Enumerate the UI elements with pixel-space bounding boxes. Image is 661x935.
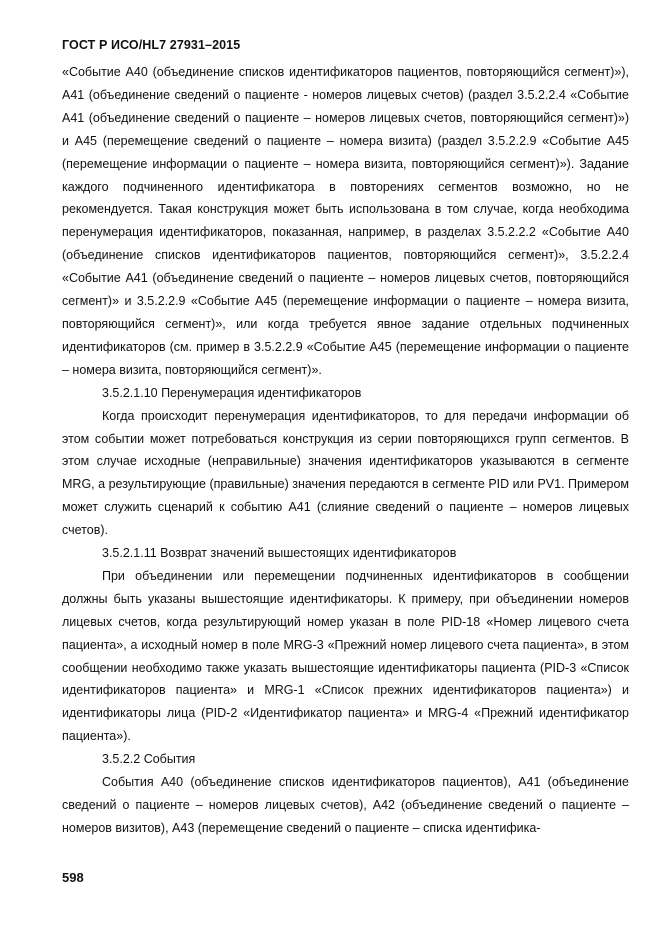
paragraph-return-values: При объединении или перемещении подчиненных идентификаторов в сообщении должны быть указаны вышестоящие идентификаторы. К примеру, при объединении номеров лицевых счетов, когда результирующий номер указан в поле PID-18 «Номер лицевого счета пациента», а исходный номер в поле MRG-3 «Прежний номер лицевого счета пациента», в этом сообщении необходимо также указать вышестоящие идентификаторы пациента (PID-3 «Список идентификаторов пациента» и MRG-1 «Список прежних идентификаторов пациента») и идентификаторы лица (PID-2 «Идентификатор пациента» и MRG-4 «Прежний идентификатор пациента»). xyxy=(62,568,629,744)
section-heading-events: 3.5.2.2 События xyxy=(102,752,196,767)
paragraph-renumbering: Когда происходит перенумерация идентификаторов, то для передачи информации об этом событии может потребоваться конструкция из серии повторяющихся групп сегментов. В этом случае исходные (неправильные) значения идентификаторов указываются в сегменте MRG, а результирующие (правильные) значения передаются в сегменте PID или PV1. Примером может служить сценарий к событию А41 (слияние сведений о пациенте – номеров лицевых счетов). xyxy=(62,408,629,538)
paragraph-events: События А40 (объединение списков идентификаторов пациентов), А41 (объединение сведений о пациенте – номеров лицевых счетов), А42 (объединение сведений о пациенте – номеров визитов), А43 (перемещение сведений о пациенте – списка идентифика- xyxy=(62,775,629,835)
section-heading-renumbering: 3.5.2.1.10 Перенумерация идентификаторов xyxy=(102,385,362,400)
page-number: 598 xyxy=(62,870,84,885)
standard-header: ГОСТ Р ИСО/HL7 27931–2015 xyxy=(62,38,241,52)
paragraph-continuation: «Событие А40 (объединение списков идентификаторов пациентов, повторяющийся сегмент)»), А41 (объединение сведений о пациенте - номеров лицевых счетов) (раздел 3.5.2.2.4 «Событие А41 (объединение сведений о пациенте – номеров лицевых счетов, повторяющийся сегмент)») и А45 (перемещение сведений о пациенте – номера визита) (раздел 3.5.2.2.9 «Событие А45 (перемещение информации о пациенте – номера визита, повторяющийся сегмент)»). Задание каждого подчиненного идентификатора в повторениях сегментов возможно, но не рекомендуется. Такая конструкция может быть использована в том случае, когда необходима перенумерация идентификаторов, показанная, например, в разделах 3.5.2.2.2 «Событие А40 (объединение списков идентификаторов пациентов, повторяющийся сегмент)», 3.5.2.2.4 «Событие А41 (объединение сведений о пациенте – номеров лицевых счетов, повторяющийся сегмент)» и 3.5.2.2.9 «Событие А45 (перемещение информации о пациенте – номера визита, повторяющийся сегмент)», или когда требуется явное задание отдельных подчиненных идентификаторов (см. пример в 3.5.2.2.9 «Событие А45 (перемещение информации о пациенте – номера визита, повторяющийся сегмент)». xyxy=(62,65,629,377)
section-heading-return-values: 3.5.2.1.11 Возврат значений вышестоящих идентификаторов xyxy=(102,546,457,561)
document-body xyxy=(62,61,629,840)
